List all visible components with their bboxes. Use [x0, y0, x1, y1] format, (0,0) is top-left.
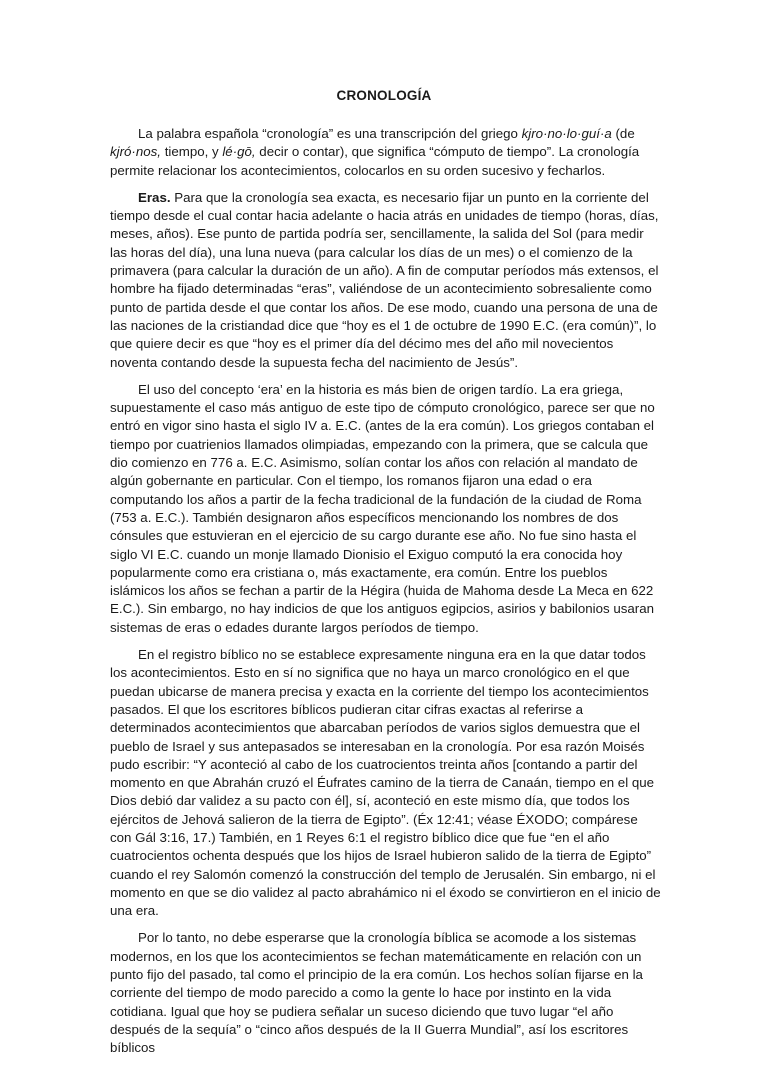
text-run: El uso del concepto ‘era’ en la historia es más bien de origen tardío. La era griega, supuestamente el caso más antiguo de este tipo de cómputo cronológico, parece ser que no entró en vigor sino hasta el siglo IV a. E.C. (antes de la era común). Los griegos contaban el tiempo por cuatrienios llamados olimpiadas, empezando con la primera, que se calcula que dio comienzo en 776 a. E.C. Asimismo, solían contar los años con relación al mandato de algún gobernante en particular. Con el tiempo, los romanos fijaron una edad o era computando los años a partir de la fecha tradicional de la fundación de la ciudad de Roma (753 a. E.C.). También designaron años específicos mencionando los nombres de dos cónsules que estuvieran en el ejercicio de su cargo durante ese año. No fue sino hasta el siglo VI E.C. cuando un monje llamado Dionisio el Exiguo computó la era conocida hoy popularmente como era cristiana o, más exactamente, era común. Entre los pueblos islámicos los años se fechan a partir de la Hégira (huida de Mahoma desde La Meca en 622 E.C.). Sin embargo, no hay indicios de que los antiguos egipcios, asirios y babilonios usaran sistemas de eras o edades durante largos períodos de tiempo.	[110, 381, 655, 635]
text-run: La palabra española “cronología” es una transcripción del griego	[138, 126, 522, 141]
document-title: CRONOLOGÍA	[336, 88, 432, 103]
paragraph-eras	[110, 189, 661, 372]
paragraph-biblical-record	[110, 646, 661, 920]
text-run: Por lo tanto, no debe esperarse que la cronología bíblica se acomode a los sistemas modernos, en los que los acontecimientos se fechan matemáticamente en relación con un punto fijo del pasado, tal como el principio de la era común. Los hechos solían fijarse en la corriente del tiempo de modo parecido a como la gente lo hace por instinto en la vida cotidiana. Igual que hoy se pudiera señalar un suceso diciendo que tuvo lugar “el año después de la sequía” o “cinco años después de la II Guerra Mundial”, así los escritores bíblicos	[110, 930, 643, 1056]
paragraph-intro	[110, 125, 661, 180]
text-run: Para que la cronología sea exacta, es necesario fijar un punto en la corriente del tiempo desde el cual contar hacia adelante o hacia atrás en unidades de tiempo (horas, días, meses, años). Ese punto de partida podría ser, sencillamente, la salida del Sol (para medir las horas del día), una luna nueva (para calcular los días de un mes) o el comienzo de la primavera (para calcular la duración de un año). A fin de computar períodos más extensos, el hombre ha fijado determinadas “eras”, valiéndose de un acontecimiento sobresaliente como punto de partida desde el que contar los años. De ese modo, cuando una persona de una de las naciones de la cristiandad dice que “hoy es el 1 de octubre de 1990 E.C. (era común)”, lo que quiere decir es que “hoy es el primer día del décimo mes del año mil novecientos noventa contando desde la supuesta fecha del nacimiento de Jesús”.	[110, 189, 659, 370]
text-run: decir o contar), que significa “cómputo de tiempo”. La cronología permite relacionar los acontecimientos, colocarlos en su orden sucesivo y fecharlos.	[110, 144, 640, 178]
paragraph-biblical-chronology	[110, 929, 661, 1057]
greek-term-chronology: kjro·no·lo·guí·a	[521, 126, 612, 141]
section-lead-eras: Eras.	[138, 189, 171, 205]
paragraph-history-of-eras	[110, 381, 661, 637]
greek-term-time: kjró·nos,	[110, 144, 161, 160]
text-run: En el registro bíblico no se establece expresamente ninguna era en la que datar todos los acontecimientos. Esto en sí no significa que no haya un marco cronológico en el que puedan ubicarse de manera precisa y exacta en la corriente del tiempo los acontecimientos pasados. El que los escritores bíblicos pudieran citar cifras exactas al referirse a determinados acontecimientos que abarcaban períodos de varios siglos demuestra que el pueblo de Israel y sus antepasados se interesaban en la cronología. Por esa razón Moisés pudo escribir: “Y aconteció al cabo de los cuatrocientos treinta años [contando a partir del momento en que Abrahán cruzó el Éufrates camino de la tierra de Canaán, tiempo en el que Dios debió dar validez a su pacto con él], sí, aconteció en este mismo día, que todos los ejércitos de Jehová salieron de la tierra de Egipto”. (Éx 12:41; véase ÉXODO; compárese con Gál 3:16, 17.) También, en 1 Reyes 6:1 el registro bíblico dice que fue “en el año cuatrocientos ochenta después que los hijos de Israel hubieron salido de la tierra de Egipto” cuando el rey Salomón comenzó la construcción del templo de Jerusalén. Sin embargo, ni el momento en que se dio validez al pacto abrahámico ni el éxodo se convirtieron en el inicio de una era.	[110, 647, 661, 919]
text-run: (de	[611, 126, 635, 141]
greek-term-count: lé·gō,	[222, 144, 256, 160]
document-body	[110, 125, 661, 1067]
text-run: tiempo, y	[161, 144, 223, 160]
